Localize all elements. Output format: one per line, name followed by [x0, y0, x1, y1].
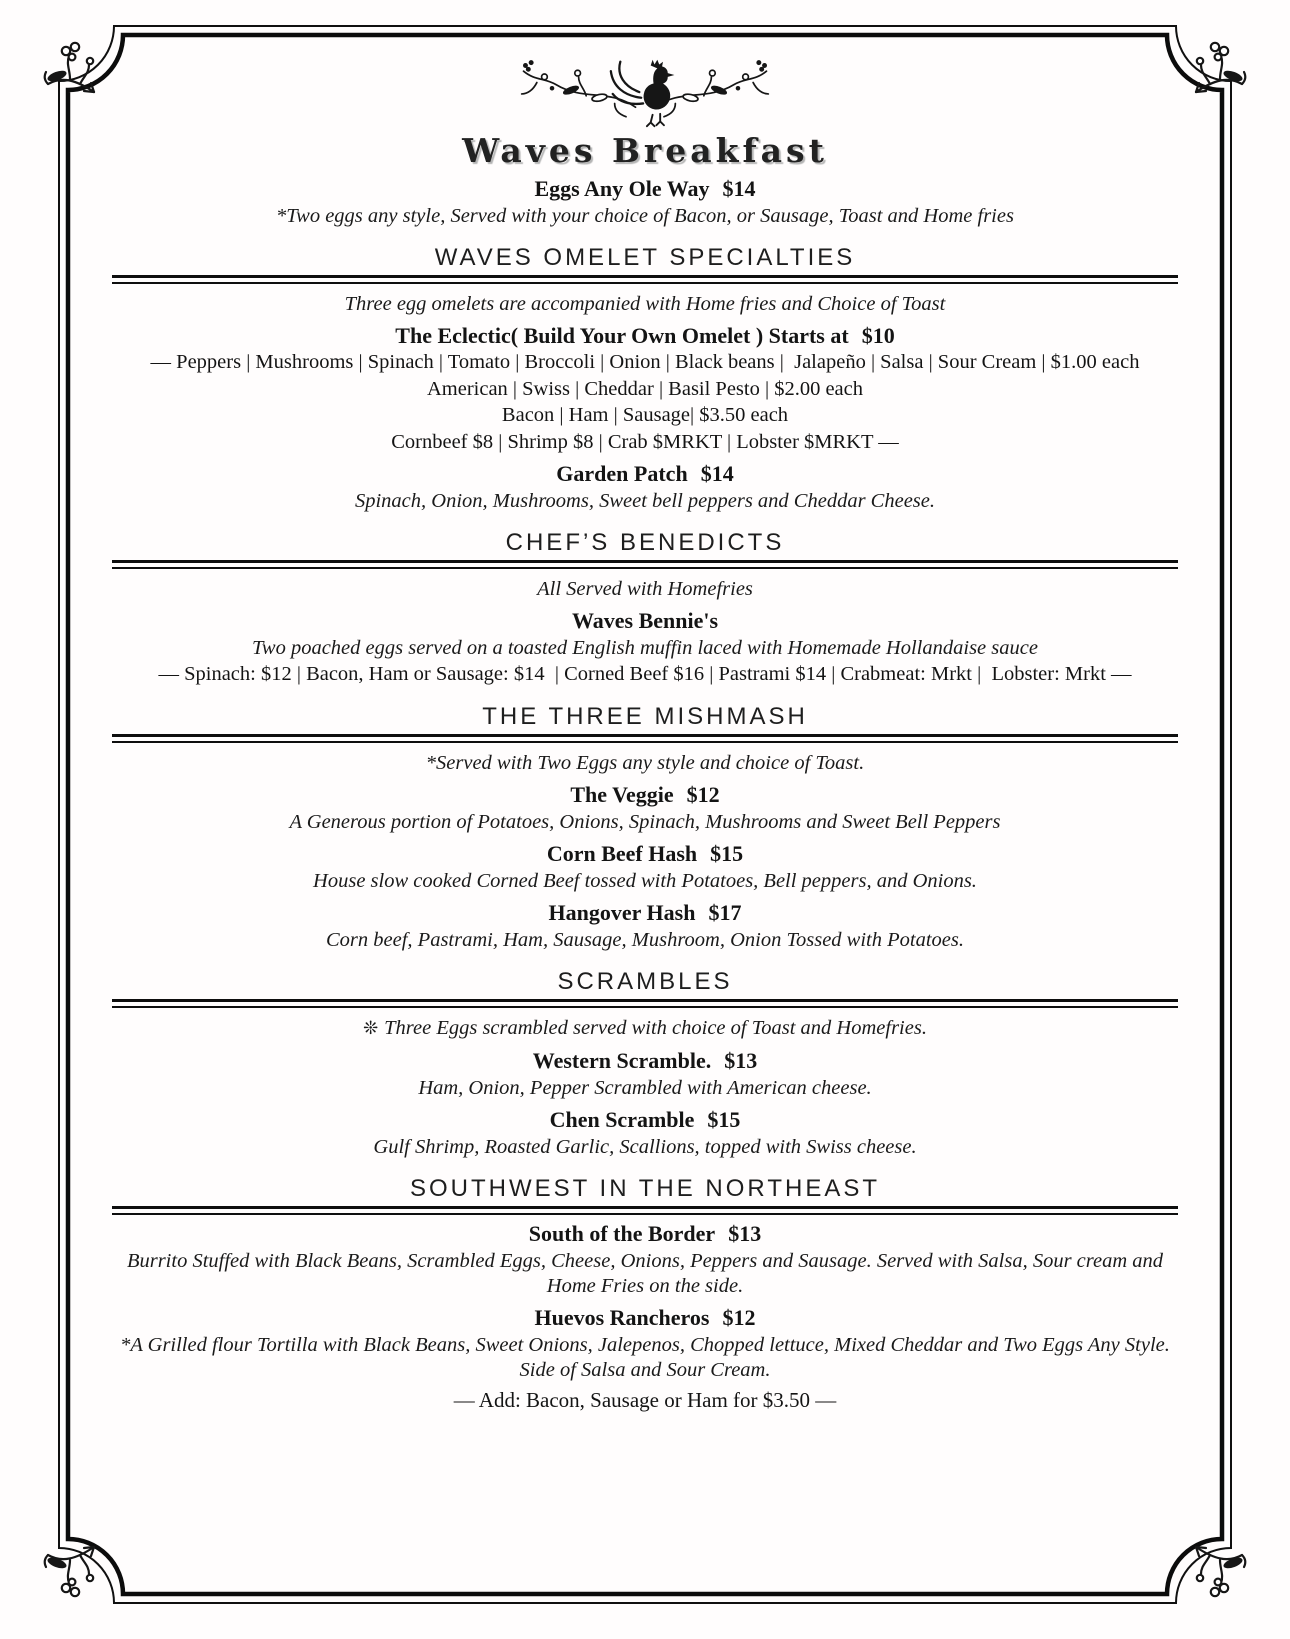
section-heading: CHEF’S BENEDICTS: [505, 529, 785, 556]
menu-item: [112, 1220, 1178, 1247]
options-line: Cornbeef $8 | Shrimp $8 | Crab $MRKT | Lobster $MRKT —: [391, 430, 899, 453]
item-description: Two poached eggs served on a toasted English muffin laced with Homemade Hollandaise sauce: [252, 637, 1038, 659]
item-price: $12: [722, 1304, 756, 1330]
section-heading: SCRAMBLES: [557, 967, 733, 995]
item-description: Ham, Onion, Pepper Scrambled with American cheese.: [418, 1076, 872, 1099]
item-name: Corn Beef Hash: [546, 840, 698, 866]
item-description: House slow cooked Corned Beef tossed with Potatoes, Bell peppers, and Onions.: [313, 869, 977, 892]
item-description: A Generous portion of Potatoes, Onions, Spinach, Mushrooms and Sweet Bell Peppers: [289, 810, 1001, 833]
item-name: Western Scramble.: [532, 1047, 712, 1073]
item-description: Spinach, Onion, Mushrooms, Sweet bell peppers and Cheddar Cheese.: [354, 490, 935, 512]
menu-item: [112, 607, 1178, 634]
section-note-text: Three Eggs scrambled served with choice of Toast and Homefries.: [384, 1016, 927, 1039]
menu-item: [112, 1304, 1178, 1331]
section-omelet-specialties: [112, 243, 1178, 514]
menu-item: [112, 840, 1178, 867]
item-price: $13: [728, 1220, 762, 1246]
item-description: Gulf Shrimp, Roasted Garlic, Scallions, topped with Swiss cheese.: [373, 1135, 917, 1158]
section-heading: SOUTHWEST IN THE NORTHEAST: [409, 1174, 881, 1202]
section-note: All Served with Homefries: [537, 578, 753, 600]
menu-item: [112, 322, 1178, 349]
section-divider: [112, 1206, 1178, 1215]
section-chefs-benedicts: [112, 528, 1178, 688]
section-three-mishmash: [112, 702, 1178, 953]
options-line: — Spinach: $12 | Bacon, Ham or Sausage: $14 | Corned Beef $16 | Pastrami $14 | Crabmeat: Mrkt | Lobster: Mrkt —: [158, 663, 1132, 685]
item-name: Eggs Any Ole Way: [534, 176, 710, 201]
item-name: The Veggie: [570, 781, 674, 807]
item-description: *A Grilled flour Tortilla with Black Beans, Sweet Onions, Jalepenos, Chopped lettuce, Mixed Cheddar and Two Eggs Any Style. Side of Salsa and Sour Cream.: [120, 1333, 1175, 1381]
section-heading: THE THREE MISHMASH: [482, 702, 808, 730]
item-name: Garden Patch: [556, 461, 688, 486]
item-price: $17: [708, 899, 742, 925]
section-divider: [112, 560, 1178, 569]
item-price: $15: [707, 1106, 741, 1132]
item-name: Chen Scramble: [549, 1106, 695, 1132]
section-divider: [112, 275, 1178, 284]
menu-content: [112, 56, 1178, 1413]
item-price: $12: [686, 781, 720, 807]
item-description: Corn beef, Pastrami, Ham, Sausage, Mushroom, Onion Tossed with Potatoes.: [326, 928, 964, 951]
item-price: $14: [700, 461, 734, 486]
item-price: $10: [861, 323, 895, 348]
menu-item: [112, 1106, 1178, 1133]
item-price: $14: [722, 176, 756, 201]
options-line: — Peppers | Mushrooms | Spinach | Tomato | Broccoli | Onion | Black beans | Jalapeño | Salsa | Sour Cream | $1.00 each: [150, 351, 1140, 373]
menu-item: [112, 175, 1178, 202]
item-description: *Two eggs any style, Served with your choice of Bacon, or Sausage, Toast and Home fries: [276, 205, 1014, 227]
rooster-ornament: [510, 56, 780, 130]
section-southwest: [112, 1174, 1178, 1413]
item-name: Hangover Hash: [548, 899, 696, 925]
section-divider: [112, 734, 1178, 743]
section-scrambles: [112, 967, 1178, 1160]
options-line: American | Swiss | Cheddar | Basil Pesto | $2.00 each: [426, 377, 864, 400]
item-price: $15: [710, 840, 744, 866]
menu-item: [112, 899, 1178, 926]
item-name: Waves Bennie's: [571, 608, 719, 633]
menu-item: [112, 781, 1178, 808]
section-heading: WAVES OMELET SPECIALTIES: [434, 244, 856, 271]
item-name: Huevos Rancheros: [534, 1304, 710, 1330]
section-note: *Served with Two Eggs any style and choice of Toast.: [425, 751, 865, 774]
options-line: Bacon | Ham | Sausage| $3.50 each: [501, 404, 789, 426]
flower-icon: ❊: [363, 1017, 379, 1039]
section-note: Three egg omelets are accompanied with Home fries and Choice of Toast: [344, 293, 946, 315]
menu-item: [112, 1047, 1178, 1074]
item-name: The Eclectic( Build Your Own Omelet ) Starts at: [395, 323, 849, 348]
item-price: $13: [724, 1047, 758, 1073]
item-description: Burrito Stuffed with Black Beans, Scrambled Eggs, Cheese, Onions, Peppers and Sausage. Served with Salsa, Sour cream and Home Fries on the side.: [126, 1249, 1169, 1297]
addon-line: — Add: Bacon, Sausage or Ham for $3.50 —: [453, 1387, 837, 1412]
item-name: South of the Border: [528, 1220, 716, 1246]
section-divider: [112, 999, 1178, 1008]
menu-item: [112, 460, 1178, 487]
section-note: [112, 1015, 1178, 1042]
menu-title: Waves Breakfast: [462, 131, 828, 170]
